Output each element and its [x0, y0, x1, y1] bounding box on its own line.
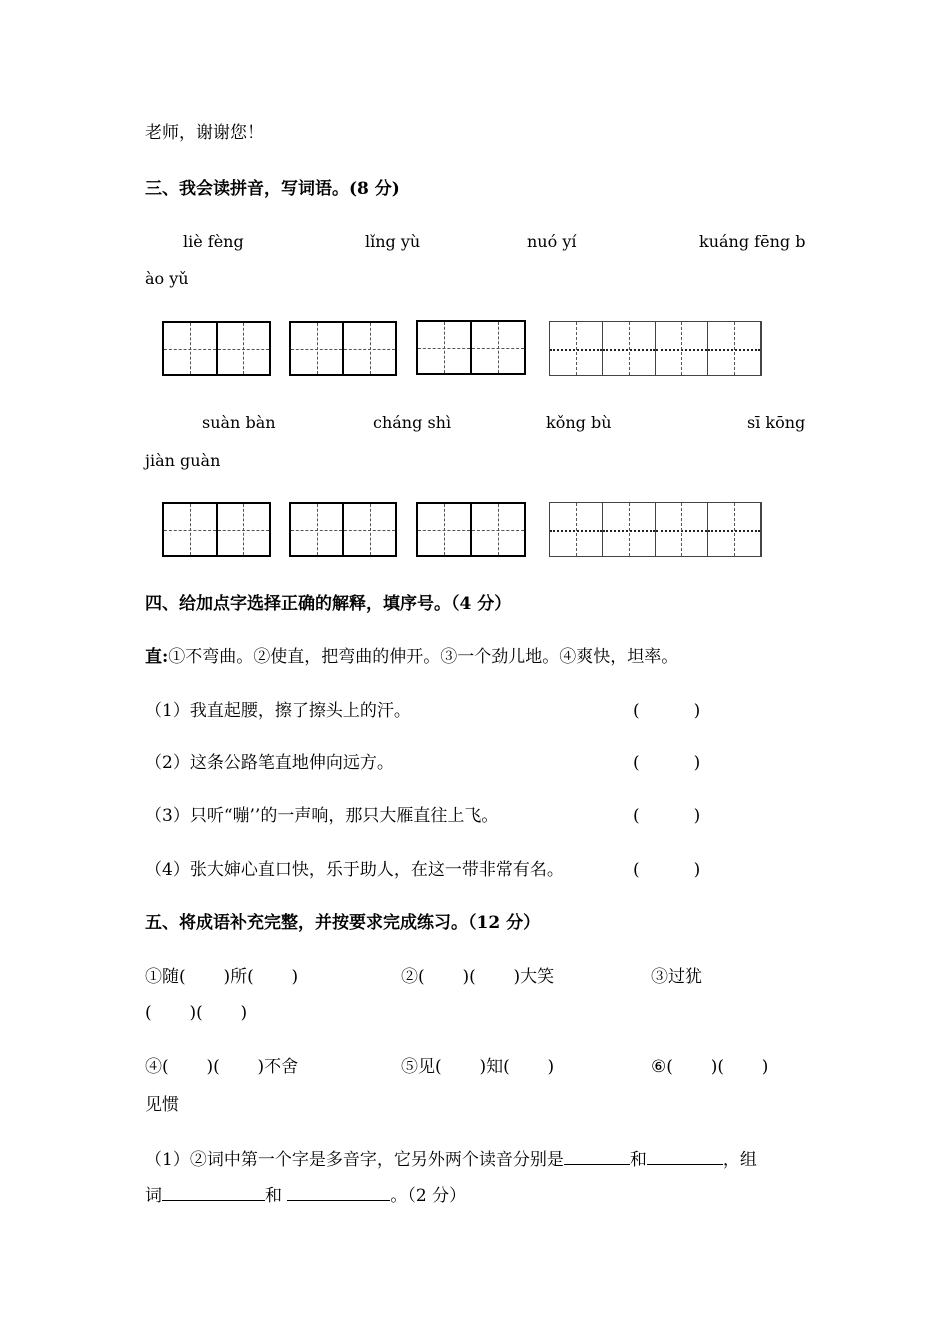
definition-line — [145, 646, 678, 668]
q1-and: 和 — [629, 1150, 647, 1170]
idiom-1[interactable]: ①随( )所( ) — [145, 967, 299, 987]
writing-grid-5[interactable] — [162, 502, 271, 557]
answer-paren-4[interactable]: ( ) — [633, 860, 701, 880]
blank-reading-1[interactable] — [564, 1148, 630, 1165]
pinyin-2: lǐng yù — [365, 232, 421, 251]
idiom-6[interactable]: ⑥( )( ) — [651, 1057, 769, 1077]
q1-part1: （1）②词中第一个字是多音字，它另外两个读音分别是 — [145, 1150, 564, 1170]
question-item-1: （1）我直起腰，擦了擦头上的汗。 — [145, 701, 411, 721]
writing-grid-4[interactable] — [549, 321, 762, 376]
pinyin-4-wrap: ào yǔ — [145, 269, 189, 288]
question-item-2: （2）这条公路笔直地伸向远方。 — [145, 753, 394, 773]
intro-line: 老师，谢谢您！ — [145, 123, 264, 143]
definition-body: ①不弯曲。②使直，把弯曲的伸开。③一个劲儿地。④爽快，坦率。 — [168, 647, 679, 667]
section5-question-1 — [145, 1148, 757, 1171]
pinyin-4: kuáng fēng b — [699, 232, 806, 251]
writing-grid-2[interactable] — [289, 321, 397, 376]
pinyin-7: kǒng bù — [546, 413, 612, 432]
answer-paren-3[interactable]: ( ) — [633, 806, 701, 826]
idiom-5[interactable]: ⑤见( )知( ) — [401, 1057, 555, 1077]
definition-head: 直: — [145, 647, 169, 667]
idiom-2[interactable]: ②( )( )大笑 — [401, 967, 555, 987]
section5-title: 五、将成语补充完整，并按要求完成练习。（12 分） — [145, 913, 541, 933]
answer-paren-2[interactable]: ( ) — [633, 753, 701, 773]
blank-word-2[interactable] — [287, 1184, 390, 1201]
blank-reading-2[interactable] — [647, 1148, 723, 1165]
pinyin-5: suàn bàn — [202, 413, 276, 432]
writing-grid-6[interactable] — [289, 502, 397, 557]
answer-paren-1[interactable]: ( ) — [633, 701, 701, 721]
question-item-4: （4）张大婶心直口快，乐于助人，在这一带非常有名。 — [145, 860, 564, 880]
section3-title: 三、我会读拼音，写词语。(8 分) — [145, 179, 400, 199]
q1-score: 。（2 分） — [390, 1186, 467, 1206]
pinyin-8-wrap: jiàn guàn — [145, 451, 221, 470]
writing-grid-7[interactable] — [416, 502, 526, 557]
writing-grid-3[interactable] — [416, 320, 526, 375]
blank-word-1[interactable] — [162, 1184, 265, 1201]
pinyin-3: nuó yí — [527, 232, 577, 251]
writing-grid-1[interactable] — [162, 321, 271, 376]
question-item-3: （3）只听“嘣’’的一声响，那只大雁直往上飞。 — [145, 806, 499, 826]
pinyin-8: sī kōng — [747, 413, 806, 432]
q1-end: ，组 — [722, 1150, 757, 1170]
writing-grid-8[interactable] — [549, 502, 762, 557]
q1-word: 词 — [145, 1186, 162, 1206]
section5-question-1-cont — [145, 1184, 466, 1207]
idiom-6-cont: 见惯 — [145, 1095, 179, 1115]
idiom-3[interactable]: ③过犹 — [651, 967, 702, 987]
pinyin-1: liè fèng — [183, 232, 244, 251]
q1-and2: 和 — [265, 1186, 282, 1206]
idiom-4[interactable]: ④( )( )不舍 — [145, 1057, 299, 1077]
idiom-3-cont[interactable]: ( )( ) — [145, 1003, 248, 1023]
section4-title: 四、给加点字选择正确的解释，填序号。（4 分） — [145, 594, 512, 614]
pinyin-6: cháng shì — [373, 413, 452, 432]
